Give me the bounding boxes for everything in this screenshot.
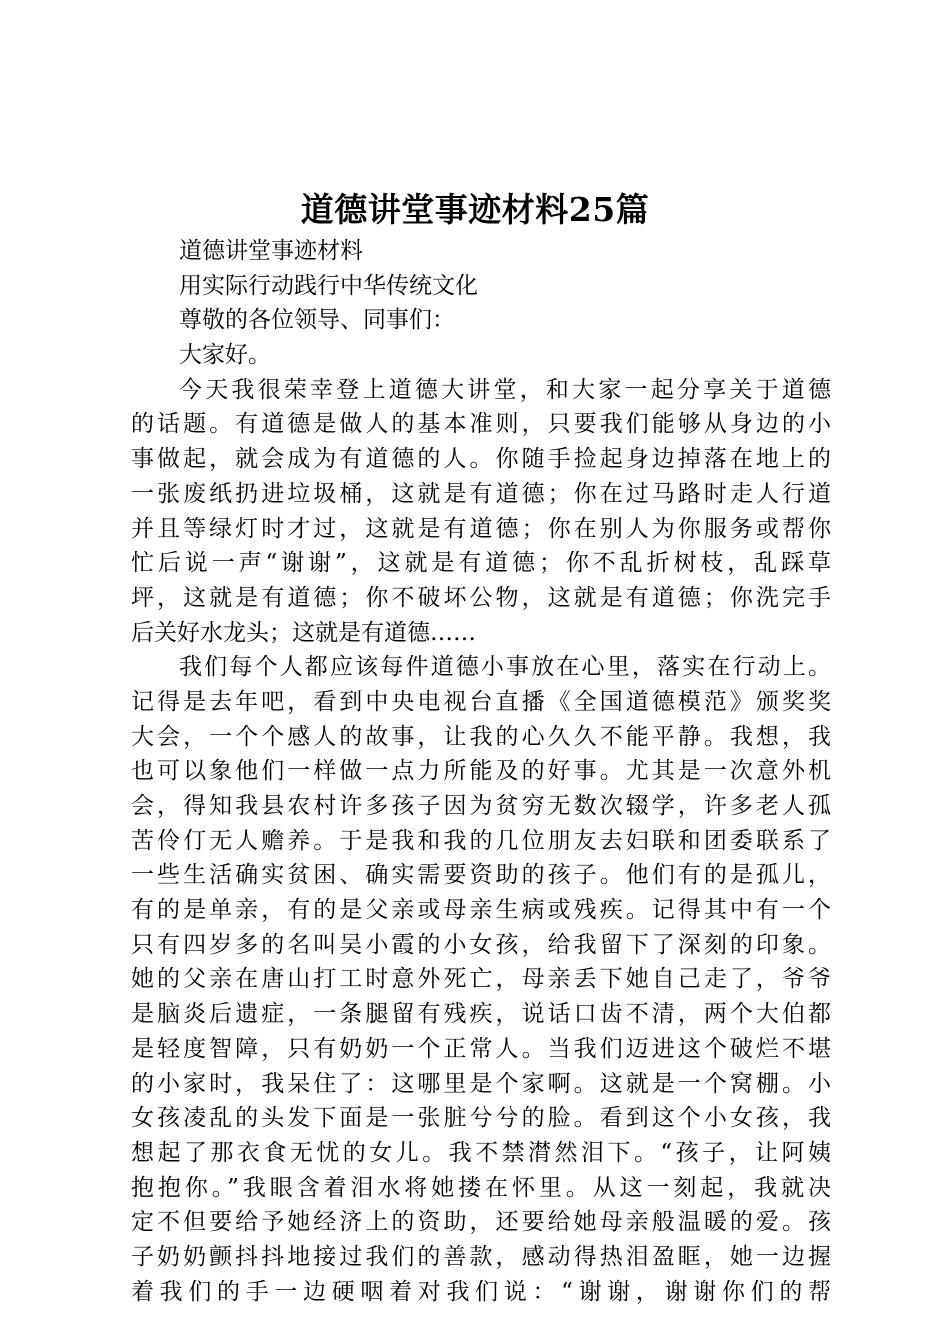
body-line: 是脑炎后遗症，一条腿留有残疾，说话口齿不清，两个大伯都: [131, 1001, 831, 1028]
body-line: 忙后说一声“谢谢”，这就是有道德；你不乱折树枝，乱踩草: [131, 550, 831, 577]
body-line: 子奶奶颤抖抖地接过我们的善款，感动得热泪盈眶，她一边握: [131, 1243, 831, 1270]
body-line: 并且等绿灯时才过，这就是有道德；你在别人为你服务或帮你: [131, 515, 831, 542]
body-line: 抱抱你。”我眼含着泪水将她搂在怀里。从这一刻起，我就决: [131, 1174, 831, 1201]
body-line: 想起了那衣食无忧的女儿。我不禁潸然泪下。“孩子，让阿姨: [131, 1139, 831, 1166]
body-line: 有的是单亲，有的是父亲或母亲生病或残疾。记得其中有一个: [131, 897, 831, 924]
body-line: 记得是去年吧，看到中央电视台直播《全国道德模范》颁奖奖: [131, 688, 831, 715]
body-line: 一张废纸扔进垃圾桶，这就是有道德；你在过马路时走人行道: [131, 480, 831, 507]
body-line: 用实际行动践行中华传统文化: [179, 272, 478, 299]
body-line: 大家好。: [179, 342, 271, 369]
body-line: 会，得知我县农村许多孩子因为贫穷无数次辍学，许多老人孤: [131, 793, 831, 819]
body-line: 定不但要给予她经济上的资助，还要给她母亲般温暖的爱。孩: [131, 1209, 831, 1236]
body-line: 也可以象他们一样做一点力所能及的好事。尤其是一次意外机: [131, 758, 831, 785]
body-line: 的话题。有道德是做人的基本准则，只要我们能够从身边的小: [131, 411, 831, 438]
body-line: 今天我很荣幸登上道德大讲堂，和大家一起分享关于道德: [179, 376, 831, 403]
body-line: 后关好水龙头；这就是有道德……: [131, 619, 476, 646]
body-line: 她的父亲在唐山打工时意外死亡，母亲丢下她自己走了，爷爷: [131, 966, 831, 993]
document-body: [131, 234, 831, 1309]
body-line: 尊敬的各位领导、同事们：: [179, 307, 455, 334]
body-line: 的小家时，我呆住了：这哪里是个家啊。这就是一个窝棚。小: [131, 1070, 831, 1097]
body-line: 女孩凌乱的头发下面是一张脏兮兮的脸。看到这个小女孩，我: [131, 1105, 831, 1132]
body-line: 坪，这就是有道德；你不破坏公物，这就是有道德；你洗完手: [131, 584, 831, 611]
body-line: 只有四岁多的名叫吴小霞的小女孩，给我留下了深刻的印象。: [131, 931, 831, 958]
body-line: 事做起，就会成为有道德的人。你随手捡起身边掉落在地上的: [131, 446, 831, 473]
body-line: 着我们的手一边硬咽着对我们说：“谢谢，谢谢你们的帮: [131, 1278, 831, 1305]
body-line: 道德讲堂事迹材料: [179, 238, 363, 264]
body-line: 苦伶仃无人赡养。于是我和我的几位朋友去妇联和团委联系了: [131, 827, 831, 854]
body-line: 我们每个人都应该每件道德小事放在心里，落实在行动上。: [179, 654, 831, 681]
body-line: 一些生活确实贫困、确实需要资助的孩子。他们有的是孤儿，: [131, 862, 831, 889]
document-title: 道德讲堂事迹材料25篇: [300, 190, 650, 229]
body-line: 大会，一个个感人的故事，让我的心久久不能平静。我想，我: [131, 723, 831, 750]
body-line: 是轻度智障，只有奶奶一个正常人。当我们迈进这个破烂不堪: [131, 1035, 831, 1062]
